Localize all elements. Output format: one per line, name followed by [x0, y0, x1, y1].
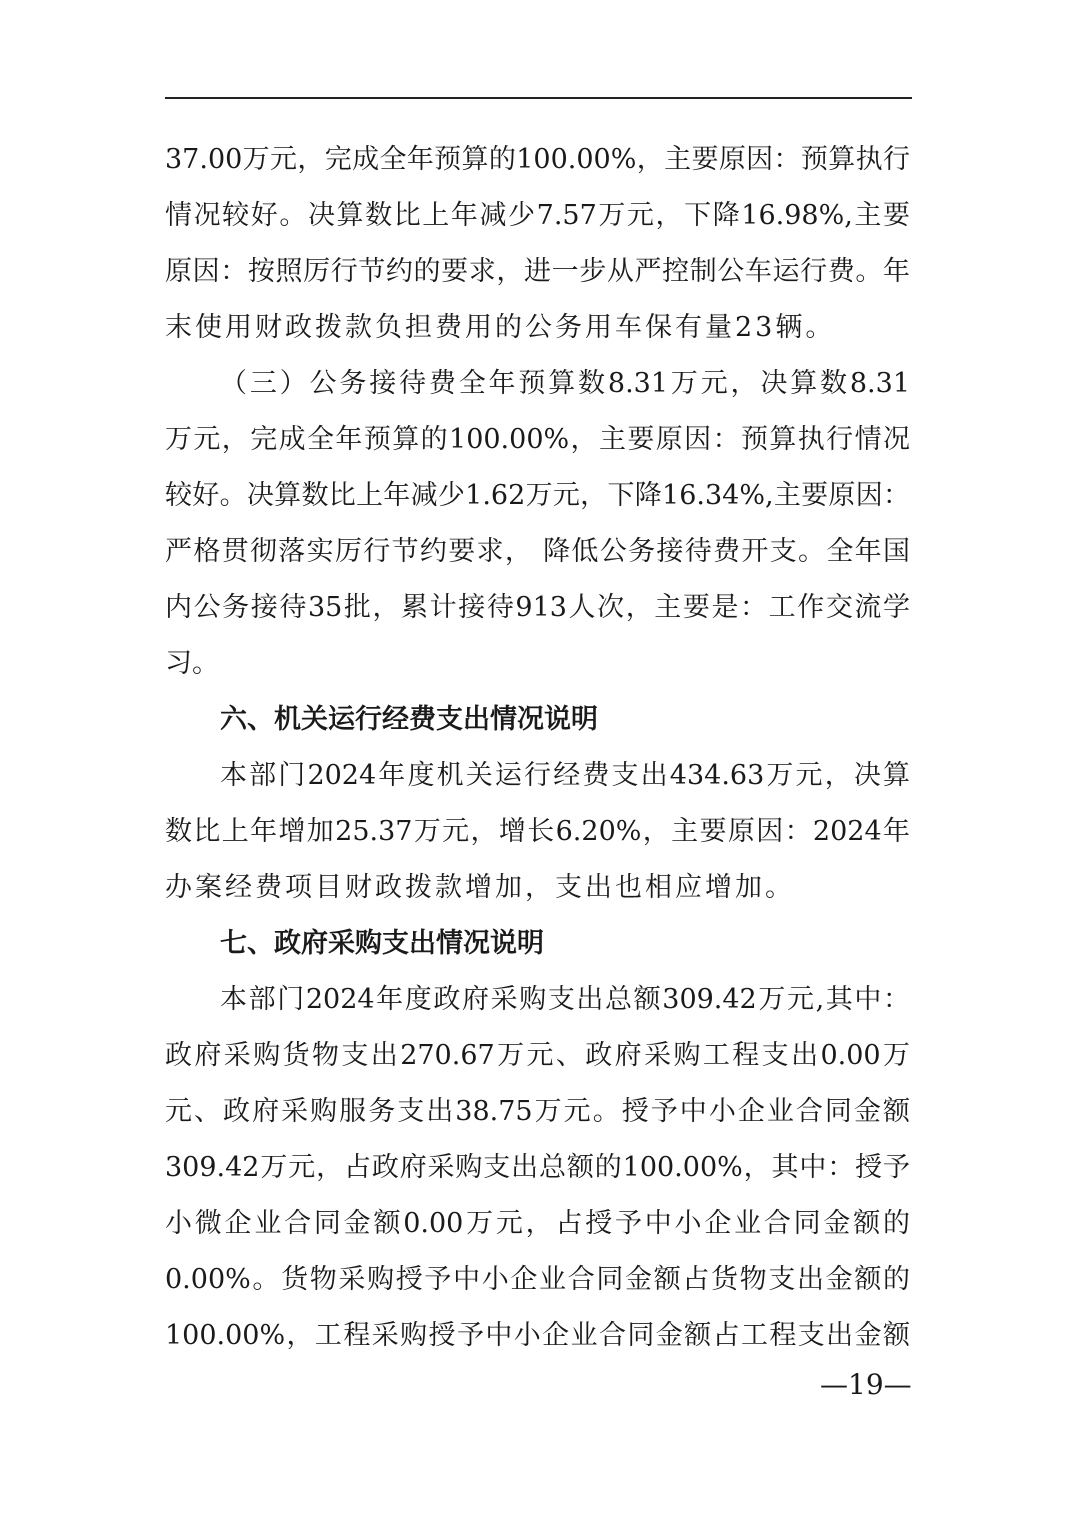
text-line: 较好。决算数比上年减少1.62万元，下降16.34%,主要原因： — [165, 480, 910, 511]
text-line: 万元，完成全年预算的100.00%，主要原因：预算执行情况 — [165, 424, 910, 455]
section-heading: 七、政府采购支出情况说明 — [220, 928, 544, 959]
text-line: 元、政府采购服务支出38.75万元。授予中小企业合同金额 — [165, 1096, 910, 1127]
text-line: 政府采购货物支出270.67万元、政府采购工程支出0.00万 — [165, 1040, 910, 1071]
text-line: 情况较好。决算数比上年减少7.57万元，下降16.98%,主要 — [165, 200, 910, 231]
header-rule — [165, 97, 912, 99]
text-line: 本部门2024年度机关运行经费支出434.63万元，决算 — [220, 760, 910, 791]
text-line: 数比上年增加25.37万元，增长6.20%，主要原因：2024年 — [165, 816, 910, 847]
text-line: 严格贯彻落实厉行节约要求， 降低公务接待费开支。全年国 — [165, 536, 910, 567]
section-heading: 六、机关运行经费支出情况说明 — [220, 704, 598, 735]
text-line: 内公务接待35批，累计接待913人次，主要是：工作交流学 — [165, 592, 910, 623]
text-line: 小微企业合同金额0.00万元，占授予中小企业合同金额的 — [165, 1208, 910, 1239]
text-line: 末使用财政拨款负担费用的公务用车保有量23辆。 — [165, 312, 836, 343]
text-line: 本部门2024年度政府采购支出总额309.42万元,其中： — [220, 984, 910, 1015]
text-line: 原因：按照厉行节约的要求，进一步从严控制公车运行费。年 — [165, 256, 910, 287]
page-number: —19— — [820, 1368, 912, 1401]
text-line: （三）公务接待费全年预算数8.31万元，决算数8.31 — [220, 368, 910, 399]
text-line: 37.00万元，完成全年预算的100.00%，主要原因：预算执行 — [165, 144, 910, 175]
text-line: 习。 — [165, 648, 219, 679]
text-line: 309.42万元，占政府采购支出总额的100.00%，其中：授予 — [165, 1152, 910, 1183]
text-line: 办案经费项目财政拨款增加，支出也相应增加。 — [165, 872, 795, 903]
text-line: 0.00%。货物采购授予中小企业合同金额占货物支出金额的 — [165, 1264, 910, 1295]
text-line: 100.00%，工程采购授予中小企业合同金额占工程支出金额 — [165, 1320, 910, 1351]
